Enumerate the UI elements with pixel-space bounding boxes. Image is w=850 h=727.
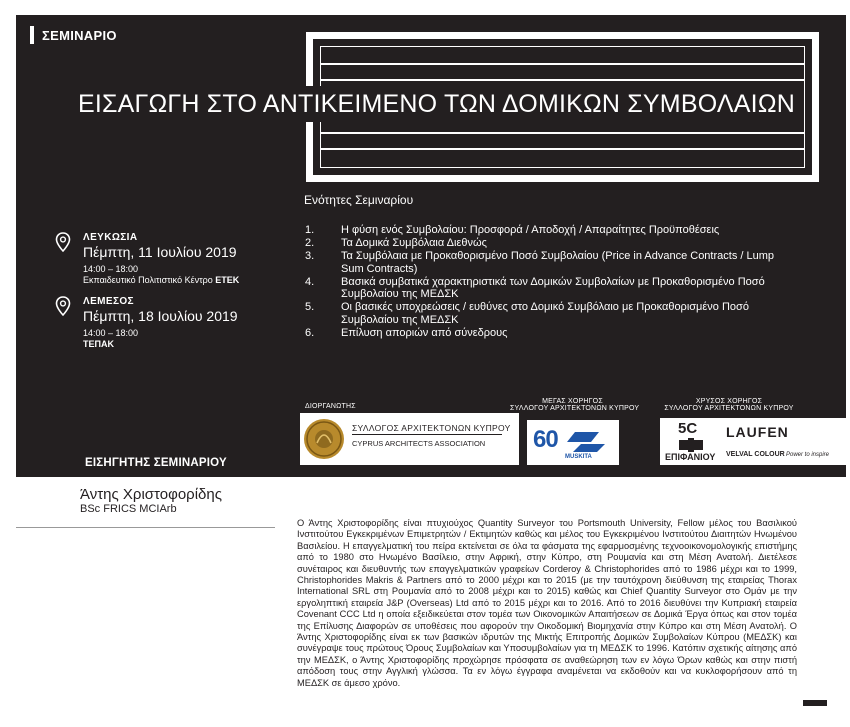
list-item: [305, 250, 795, 275]
lecturer-heading: ΕΙΣΗΓΗΤΗΣ ΣΕΜΙΝΑΡΙΟΥ: [85, 457, 227, 469]
item-text: Τα Δομικά Συμβόλαια Διεθνώς: [341, 237, 487, 249]
venue-prefix: Εκπαιδευτικό Πολιτιστικό Κέντρο: [83, 275, 216, 285]
item-number: 3.: [305, 250, 315, 262]
item-number: 1.: [305, 224, 315, 236]
venue-bold: ΕΤΕΚ: [215, 275, 240, 285]
muskita-60: 60: [533, 426, 558, 453]
speaker-bio: Ο Άντης Χριστοφορίδης είναι πτυχιούχος Quantity Surveyor του Portsmouth University, Fellow μέλος του Βασιλικού Ινστιτούτου Εγκεκριμένων Επιμετρητών / Εκτιμητών καθώς και μέλος του Εγκεκριμένου Ινστιτούτου Διαιτητών Ηνωμένου Βασιλείου. Η επαγγελματική του πείρα εκτείνεται σε όλα τα φάσματα της εφαρμοσμένης τεχνοοικονομολογικής επιστήμης από το 1980 στο Ηνωμένο Βασίλειο, στην Αφρική, στην Κύπρο, στη Ρουμανία και στη Μέση Ανατολή. Διετέλεσε συνέταιρος και διευθυντής των επαγγελματικών γραφείων Corderoy & Christophorides από το 1986 μέχρι και το 1999, Christophorides Makris & Partners από το 2000 μέχρι και το 2015 (με την ταυτόχρονη διεύθυνση της εταιρείας Thorax International SRL στη Ρουμανία από το 2008 μέχρι και το 2015) καθώς και Chief Quantity Surveyor στο Ομάν με την εργοληπτική εταιρεία J&P (Overseas) Ltd από το 2015 μέχρι και το 2016. Από το 2016 διευθύνει την Κυπριακή εταιρεία Covenant CCC Ltd η οποία εξειδικεύεται στον τομέα των Οικονομικών Απαιτήσεων σε Δομικά Έργα όπως και στον τομέα της Επίλυσης Διαφορών σε υποθέσεις που αφορούν την Οικοδομική Βιομηχανία στην Κύπρο και στη Μέση Ανατολή. Ο Άντης Χριστοφορίδης είναι εκ των βασικών ιδρυτών της Μικτής Επιτροπής Δομικών Συμβολαίων Κύπρου (ΜΕΔΣΚ) και συνέγραψε τους πρώτους Όρους Συμβολαίων και Υποσυμβολαίων για τη ΜΕΔΣΚ το 1996. Κατόπιν σχετικής αίτησης από την ΜΕΔΣΚ, ο Άντης Χριστοφορίδης προχώρησε πρόσφατα σε αναθεώρηση των εν λόγω Όρων καθώς και στην πιστή απόδοση τους στην Αγγλική γλώσσα. Τα εν λόγω έγγραφα αναμένεται να εκδοθούν και να κυκλοφορήσουν από τη ΜΕΔΣΚ σε άμεσο χρόνο.: [297, 518, 797, 688]
item-text: Βασικά συμβατικά χαρακτηριστικά των Δομικών Συμβολαίων με Προκαθορισμένο Ποσό Συμβολαίου της ΜΕΔΣΚ: [341, 275, 765, 300]
seminar-badge: [30, 26, 117, 44]
badge-bar: [30, 26, 34, 44]
list-item: [305, 237, 795, 250]
velval-tagline: Power to inspire: [786, 452, 830, 458]
list-item: [305, 327, 795, 340]
divider: [16, 527, 275, 528]
location-venue: [83, 275, 239, 285]
list-item: [305, 276, 795, 301]
location-pin-icon: [55, 296, 71, 316]
modules-heading: Ενότητες Σεμιναρίου: [304, 193, 414, 207]
modules-list: [305, 224, 795, 340]
speaker-credentials: BSc FRICS MCIArb: [80, 503, 177, 515]
velval-name: VELVAL COLOUR: [726, 451, 785, 458]
location-city: ΛΕΥΚΩΣΙΑ: [83, 232, 138, 243]
location-time: 14:00 – 18:00: [83, 264, 139, 274]
item-number: 4.: [305, 275, 315, 288]
list-item: [305, 224, 795, 237]
epifaniou-name: ΕΠΙΦΑΝΙΟΥ: [665, 452, 716, 462]
location-date: Πέμπτη, 18 Ιουλίου 2019: [83, 308, 238, 324]
venue-bold: ΤΕΠΑΚ: [83, 339, 114, 349]
muskita-name: MUSKITA: [565, 454, 592, 460]
item-number: 6.: [305, 326, 315, 339]
location-pin-icon: [55, 232, 71, 252]
frame-line: [320, 79, 805, 81]
item-text: Οι βασικές υποχρεώσεις / ευθύνες στο Δομικό Συμβόλαιο με Προκαθορισμένο Ποσό Συμβολαίου της ΜΕΔΣΚ: [341, 301, 749, 326]
item-text: Η φύση ενός Συμβολαίου: Προσφορά / Αποδοχή / Απαραίτητες Προϋποθέσεις: [341, 224, 720, 236]
epifaniou-logo-icon: [676, 438, 706, 452]
laufen-name: LAUFEN: [726, 424, 789, 440]
organizer-label: ΔΙΟΡΓΑΝΩΤΗΣ: [305, 403, 356, 410]
seminar-label: ΣΕΜΙΝΑΡΙΟ: [42, 27, 117, 43]
organizer-name-gr: ΣΥΛΛΟΓΟΣ ΑΡΧΙΤΕΚΤΟΝΩΝ ΚΥΠΡΟΥ: [352, 423, 511, 433]
item-number: 2.: [305, 237, 315, 249]
item-text: Τα Συμβόλαια με Προκαθορισμένο Ποσό Συμβολαίου (Price in Advance Contracts / Lump Sum Contracts): [341, 250, 775, 275]
organizer-logo: [300, 413, 519, 465]
major-sponsor-sub: ΣΥΛΛΟΓΟΥ ΑΡΧΙΤΕΚΤΟΝΩΝ ΚΥΠΡΟΥ: [510, 405, 640, 412]
gold-sponsor-logos: [660, 418, 846, 465]
frame-line: [320, 63, 805, 65]
gold-sponsor-sub: ΣΥΛΛΟΓΟΥ ΑΡΧΙΤΕΚΤΟΝΩΝ ΚΥΠΡΟΥ: [664, 405, 794, 412]
location-city: ΛΕΜΕΣΟΣ: [83, 296, 134, 307]
page-title: ΕΙΣΑΓΩΓΗ ΣΤΟ ΑΝΤΙΚΕΙΜΕΝΟ ΤΩΝ ΔΟΜΙΚΩΝ ΣΥΜΒΟΛΑΙΩΝ: [78, 90, 795, 118]
gold-sponsor-label: ΧΡΥΣΟΣ ΧΟΡΗΓΟΣ: [695, 398, 763, 405]
frame-line: [320, 132, 805, 134]
speaker-name: Άντης Χριστοφορίδης: [80, 486, 222, 503]
location-date: Πέμπτη, 11 Ιουλίου 2019: [83, 244, 237, 260]
epifaniou-5c: 5C: [678, 420, 698, 437]
location-venue: [83, 339, 114, 349]
major-sponsor-label: ΜΕΓΑΣ ΧΟΡΗΓΟΣ: [542, 398, 603, 405]
item-number: 5.: [305, 301, 315, 313]
organizer-name-en: CYPRUS ARCHITECTS ASSOCIATION: [352, 439, 486, 448]
corner-mark: [803, 700, 827, 706]
location-time: 14:00 – 18:00: [83, 328, 139, 338]
frame-line: [320, 148, 805, 150]
item-text: Επίλυση αποριών από σύνεδρους: [341, 326, 508, 339]
list-item: [305, 301, 795, 326]
major-sponsor-logo: [527, 420, 619, 465]
